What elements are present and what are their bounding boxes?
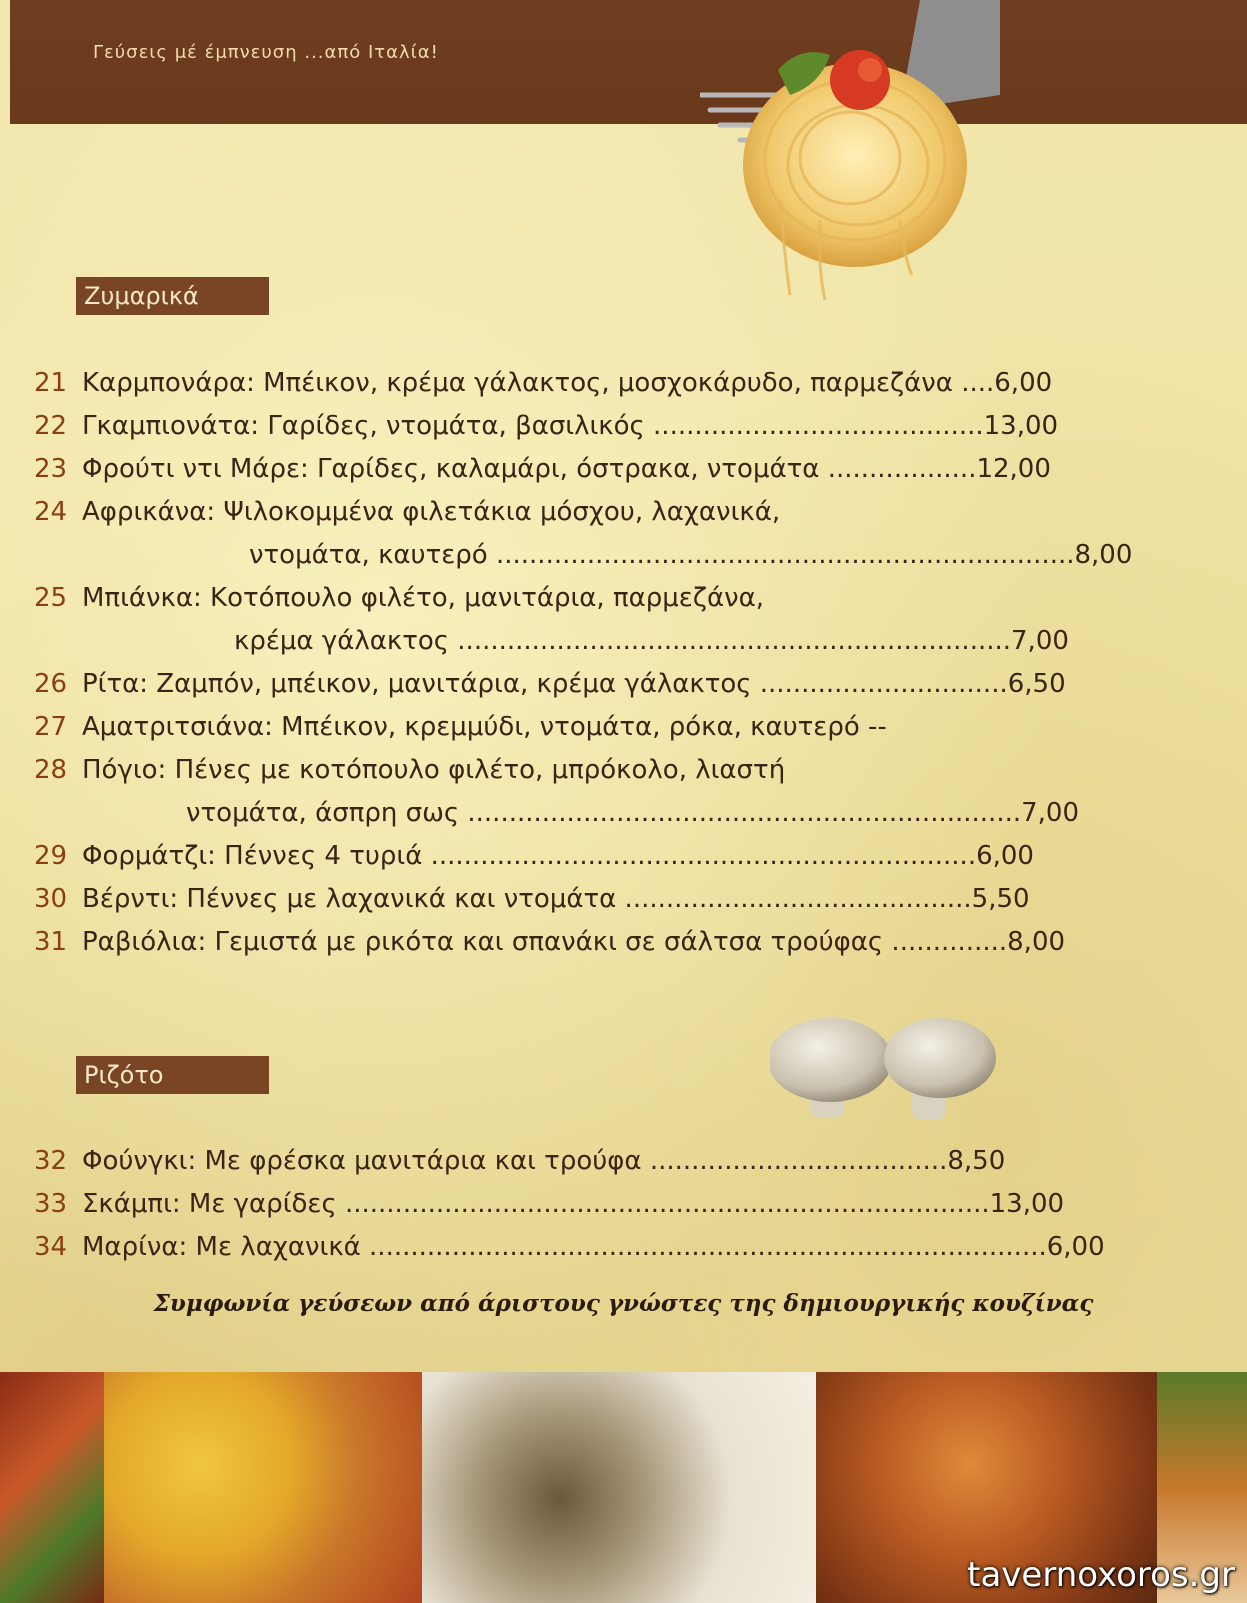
menu-item (34, 449, 1164, 489)
item-text: Καρμπονάρα: Μπέικον, κρέμα γάλακτος, μοσχοκάρυδο, παρμεζάνα ....6,00 (82, 368, 1053, 398)
menu-item (34, 879, 1164, 919)
item-text: Φούνγκι: Με φρέσκα μανιτάρια και τρούφα ....................................8,50 (82, 1146, 1006, 1176)
menu-item (34, 492, 1164, 532)
paella-photo (104, 1372, 422, 1603)
menu-item (34, 750, 1164, 790)
seafood-pasta-photo (422, 1372, 816, 1603)
pasta-fork-image (700, 0, 1000, 300)
menu-item (34, 707, 1164, 747)
menu-item (34, 1141, 1164, 1181)
item-number: 21 (34, 368, 68, 398)
item-text: Γκαμπιονάτα: Γαρίδες, ντομάτα, βασιλικός ........................................13,00 (82, 411, 1059, 441)
item-text: Βέρντι: Πέννες με λαχανικά και ντομάτα ..........................................5,50 (82, 884, 1030, 914)
item-number: 26 (34, 669, 68, 699)
item-text: Φρούτι ντι Μάρε: Γαρίδες, καλαμάρι, όστρακα, ντομάτα ..................12,00 (82, 454, 1051, 484)
item-number: 25 (34, 583, 68, 613)
salad-photo (0, 1372, 104, 1603)
footer-slogan: Συμφωνία γεύσεων από άριστους γνώστες της δημιουργικής κουζίνας (153, 1290, 1094, 1317)
item-number: 31 (34, 927, 68, 957)
item-number: 27 (34, 712, 68, 742)
item-text: κρέμα γάλακτος ...................................................................7,00 (234, 626, 1069, 656)
item-text: Φορμάτζι: Πέννες 4 τυριά ..................................................................6,00 (82, 841, 1034, 871)
item-text: ντομάτα, άσπρη σως ...................................................................7,00 (186, 798, 1080, 828)
item-text: Αματριτσιάνα: Μπέικον, κρεμμύδι, ντομάτα, ρόκα, καυτερό -- (82, 712, 887, 742)
watermark: tavernoxoros.gr (967, 1555, 1235, 1595)
menu-item (34, 922, 1164, 962)
item-text: Ρίτα: Ζαμπόν, μπέικον, μανιτάρια, κρέμα γάλακτος ..............................6,50 (82, 669, 1066, 699)
menu-item (34, 836, 1164, 876)
item-text: Ραβιόλια: Γεμιστά με ρικότα και σπανάκι σε σάλτσα τρούφας ..............8,00 (82, 927, 1066, 957)
item-text: Πόγιο: Πένες με κοτόπουλο φιλέτο, μπρόκολο, λιαστή (82, 755, 786, 785)
item-number: 32 (34, 1146, 68, 1176)
item-number: 33 (34, 1189, 68, 1219)
item-number: 23 (34, 454, 68, 484)
item-text: Μπιάνκα: Κοτόπουλο φιλέτο, μανιτάρια, παρμεζάνα, (82, 583, 765, 613)
item-number: 24 (34, 497, 68, 527)
item-number: 22 (34, 411, 68, 441)
mushrooms-image (770, 1010, 1000, 1130)
item-number: 28 (34, 755, 68, 785)
menu-item (34, 406, 1164, 446)
item-text: ντομάτα, καυτερό ......................................................................8,00 (249, 540, 1133, 570)
item-text: Σκάμπι: Με γαρίδες ..............................................................................13,00 (82, 1189, 1065, 1219)
tagline: Γεύσεις μέ έμπνευση ...από Ιταλία! (93, 42, 439, 63)
item-number: 30 (34, 884, 68, 914)
menu-item (34, 664, 1164, 704)
menu-item (34, 363, 1164, 403)
menu-item-continuation (34, 621, 1164, 661)
item-text: Μαρίνα: Με λαχανικά ..................................................................................6,00 (82, 1232, 1105, 1262)
section-title-risotto: Ριζότο (76, 1056, 269, 1094)
menu-item (34, 1184, 1164, 1224)
header-band (10, 0, 1247, 124)
item-number: 34 (34, 1232, 68, 1262)
item-number: 29 (34, 841, 68, 871)
section-title-pasta: Ζυμαρικά (76, 277, 269, 315)
menu-item-continuation (34, 535, 1164, 575)
menu-item (34, 578, 1164, 618)
item-text: Αφρικάνα: Ψιλοκομμένα φιλετάκια μόσχου, λαχανικά, (82, 497, 781, 527)
menu-item-continuation (34, 793, 1164, 833)
menu-item (34, 1227, 1164, 1267)
